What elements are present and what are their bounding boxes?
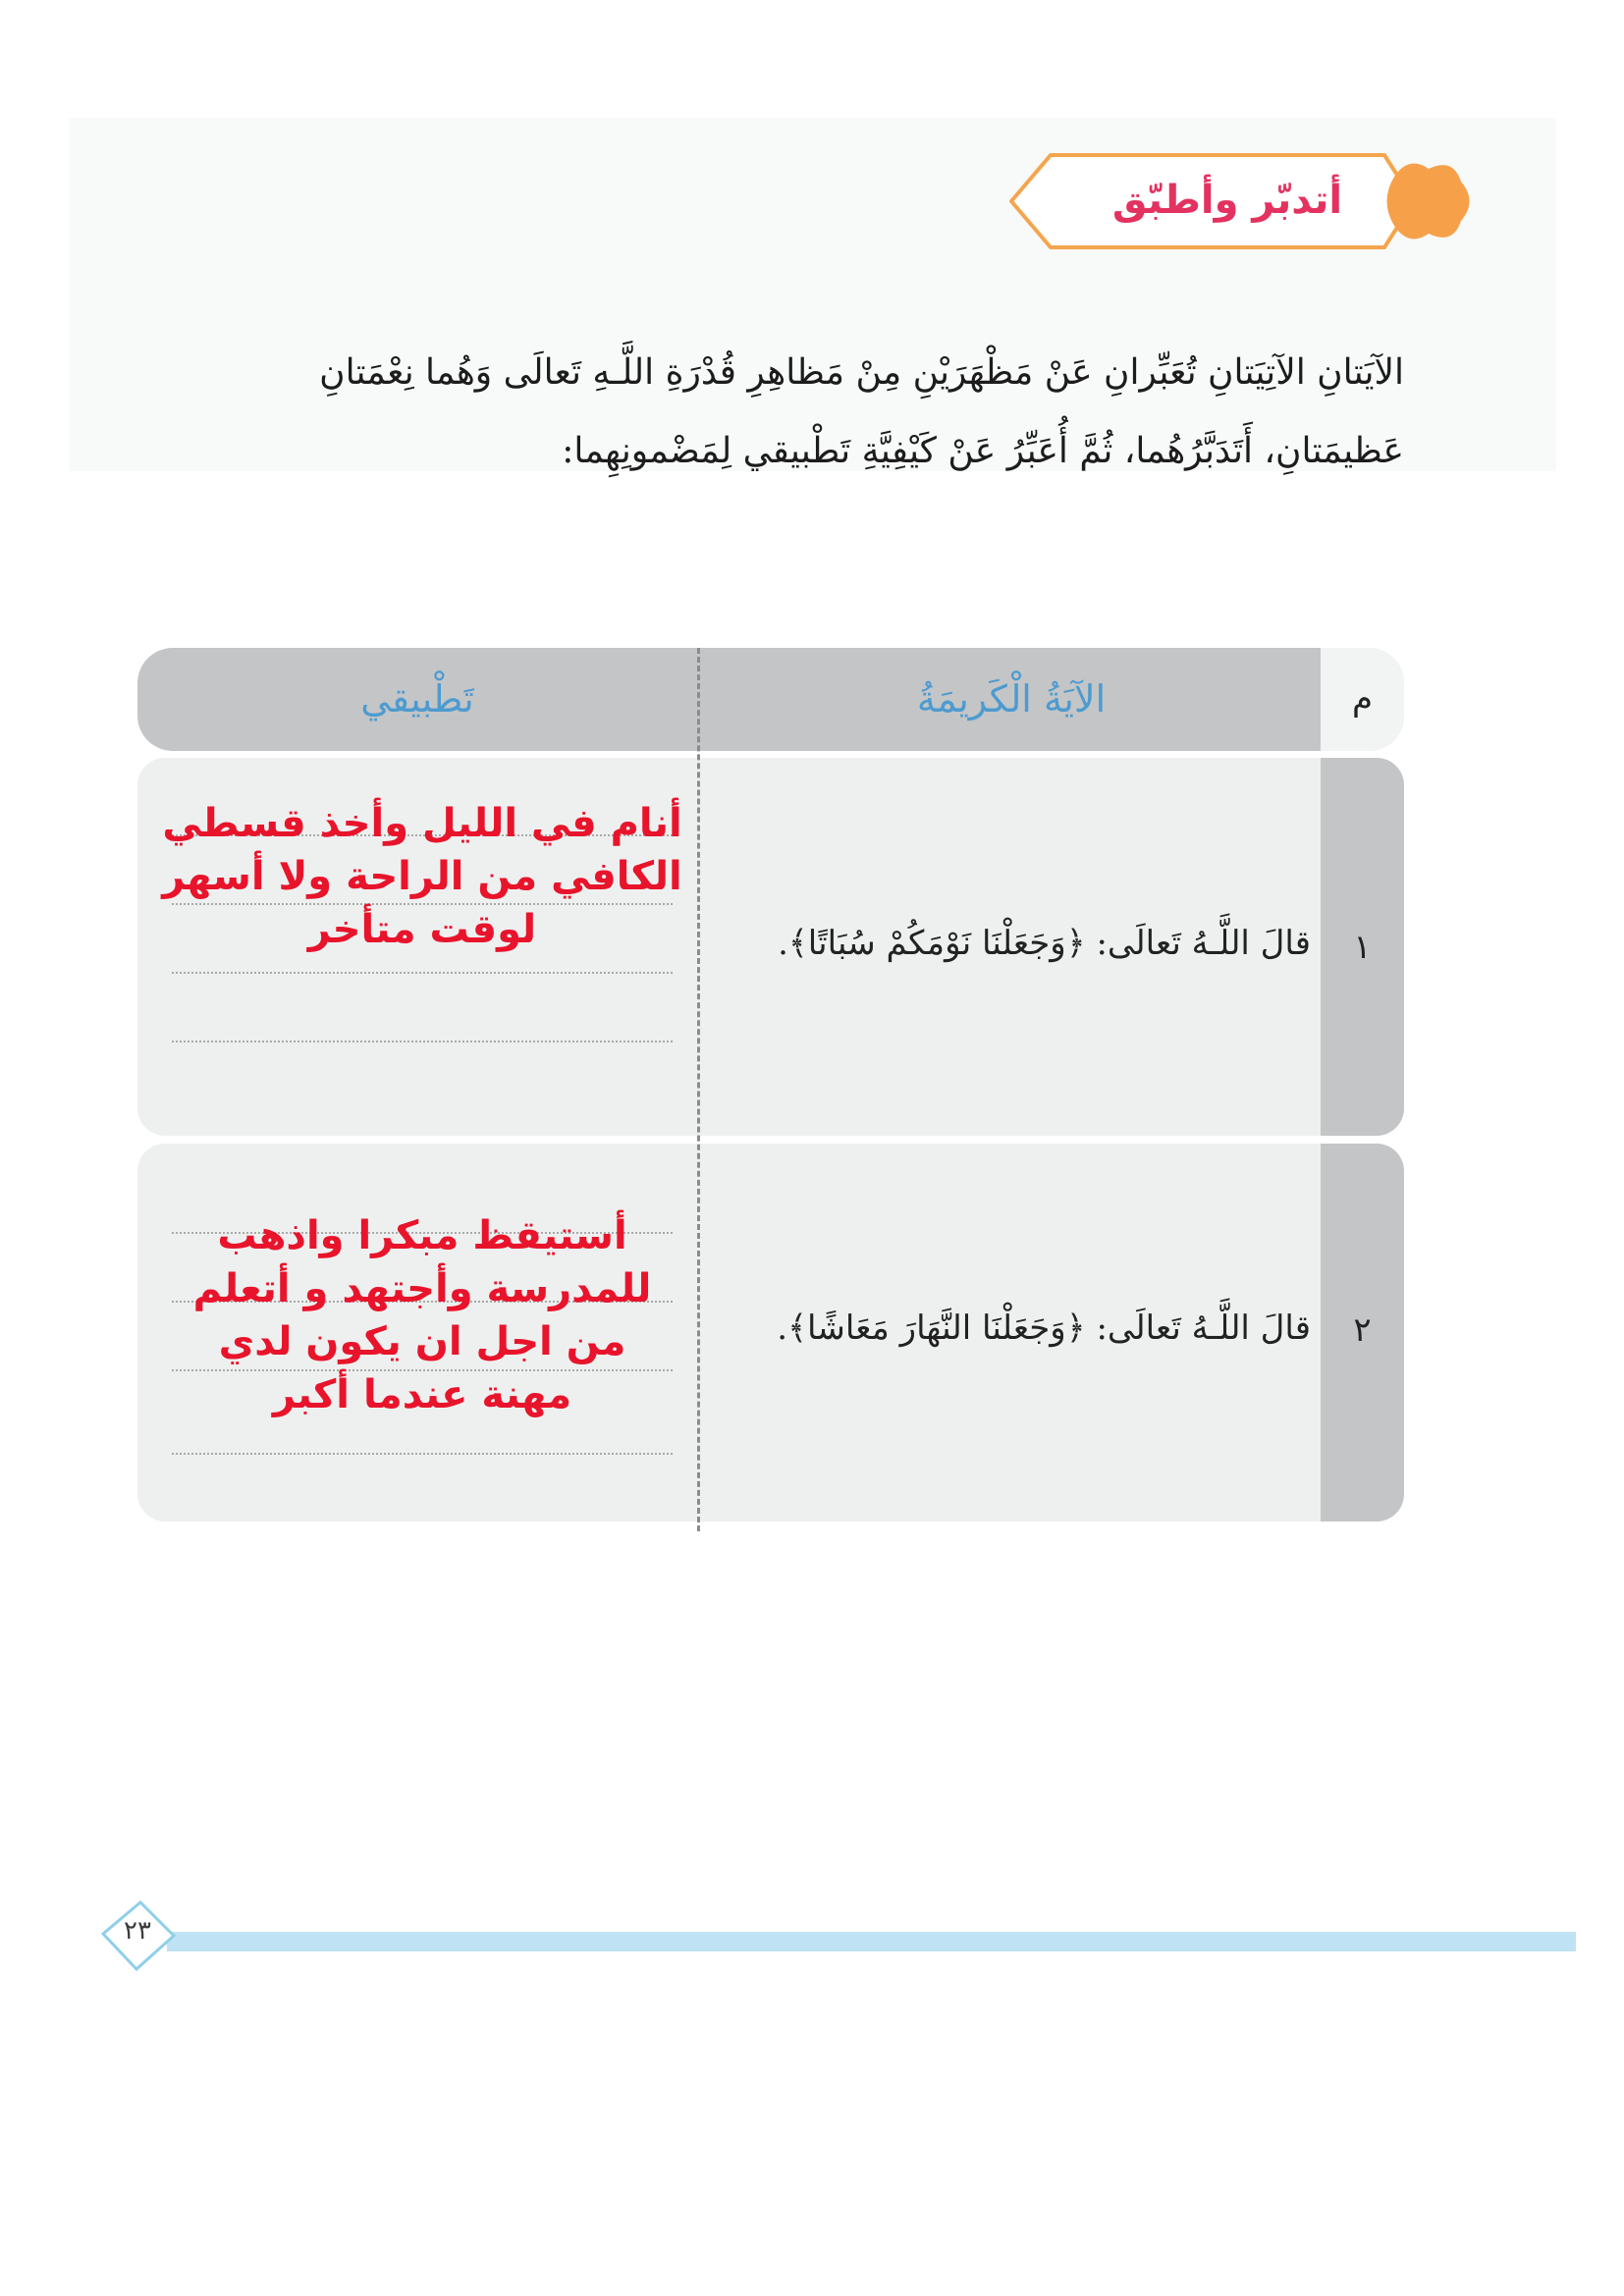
answer-text bbox=[162, 797, 682, 956]
header-verse: الآيَةُ الْكَريمَةُ bbox=[916, 677, 1107, 721]
section-title: أتدبّر وأطبّق bbox=[1111, 178, 1343, 223]
verse-prefix: قالَ اللَّـهُ تَعالَى: bbox=[1096, 924, 1311, 963]
answer-line-1: أنام في الليل وأخذ قسطي bbox=[162, 801, 682, 846]
answer-line-3: لوقت متأخر bbox=[307, 907, 537, 952]
verses-table bbox=[137, 648, 1404, 1531]
verse-text bbox=[712, 1308, 1311, 1348]
intro-line-2: عَظيمَتانِ، أَتَدَبَّرُهُما، ثُمَّ أُعَبِّرُ عَنْ كَيْفِيَّةِ تَطْبيقي لِمَضْمونِهِما: bbox=[562, 431, 1404, 471]
row-number: ١ bbox=[1353, 928, 1372, 967]
header-application: تَطْبيقي bbox=[360, 677, 474, 721]
row-number: ٢ bbox=[1353, 1310, 1372, 1350]
answer-line bbox=[172, 1041, 673, 1042]
verse-text bbox=[712, 923, 1311, 963]
answer-line-2: للمدرسة وأجتهد و أتعلم bbox=[192, 1266, 652, 1311]
answer-line bbox=[172, 972, 673, 974]
table-header bbox=[137, 648, 1404, 751]
footer-line bbox=[167, 1932, 1576, 1951]
verse-prefix: قالَ اللَّـهُ تَعالَى: bbox=[1096, 1308, 1311, 1348]
answer-line-1: أستيقظ مبكرا واذهب bbox=[217, 1213, 627, 1258]
section-badge bbox=[992, 147, 1473, 255]
column-divider bbox=[697, 648, 700, 1531]
page-number: ٢٣ bbox=[124, 1916, 151, 1946]
header-num: م bbox=[1351, 679, 1374, 719]
answer-line-4: مهنة عندما أكبر bbox=[272, 1372, 572, 1417]
verse-quote: ﴿وَجَعَلْنَا نَوْمَكُمْ سُبَاتًا﴾. bbox=[778, 924, 1086, 963]
verse-quote: ﴿وَجَعَلْنَا النَّهَارَ مَعَاشًا﴾. bbox=[777, 1308, 1086, 1348]
answer-line-3: من اجل ان يكون لدي bbox=[218, 1319, 626, 1364]
intro-paragraph bbox=[177, 334, 1404, 491]
answer-text bbox=[162, 1209, 682, 1421]
answer-line bbox=[172, 1453, 673, 1455]
answer-line-2: الكافي من الراحة ولا أسهر bbox=[162, 854, 682, 899]
page-number-badge bbox=[93, 1896, 182, 1975]
intro-line-1: الآيَتانِ الآتِيَتانِ تُعَبِّرانِ عَنْ مَظْهَرَيْنِ مِنْ مَظاهِرِ قُدْرَةِ اللَّـهِ تَعالَى وَهُما نِعْمَتانِ bbox=[319, 352, 1404, 393]
